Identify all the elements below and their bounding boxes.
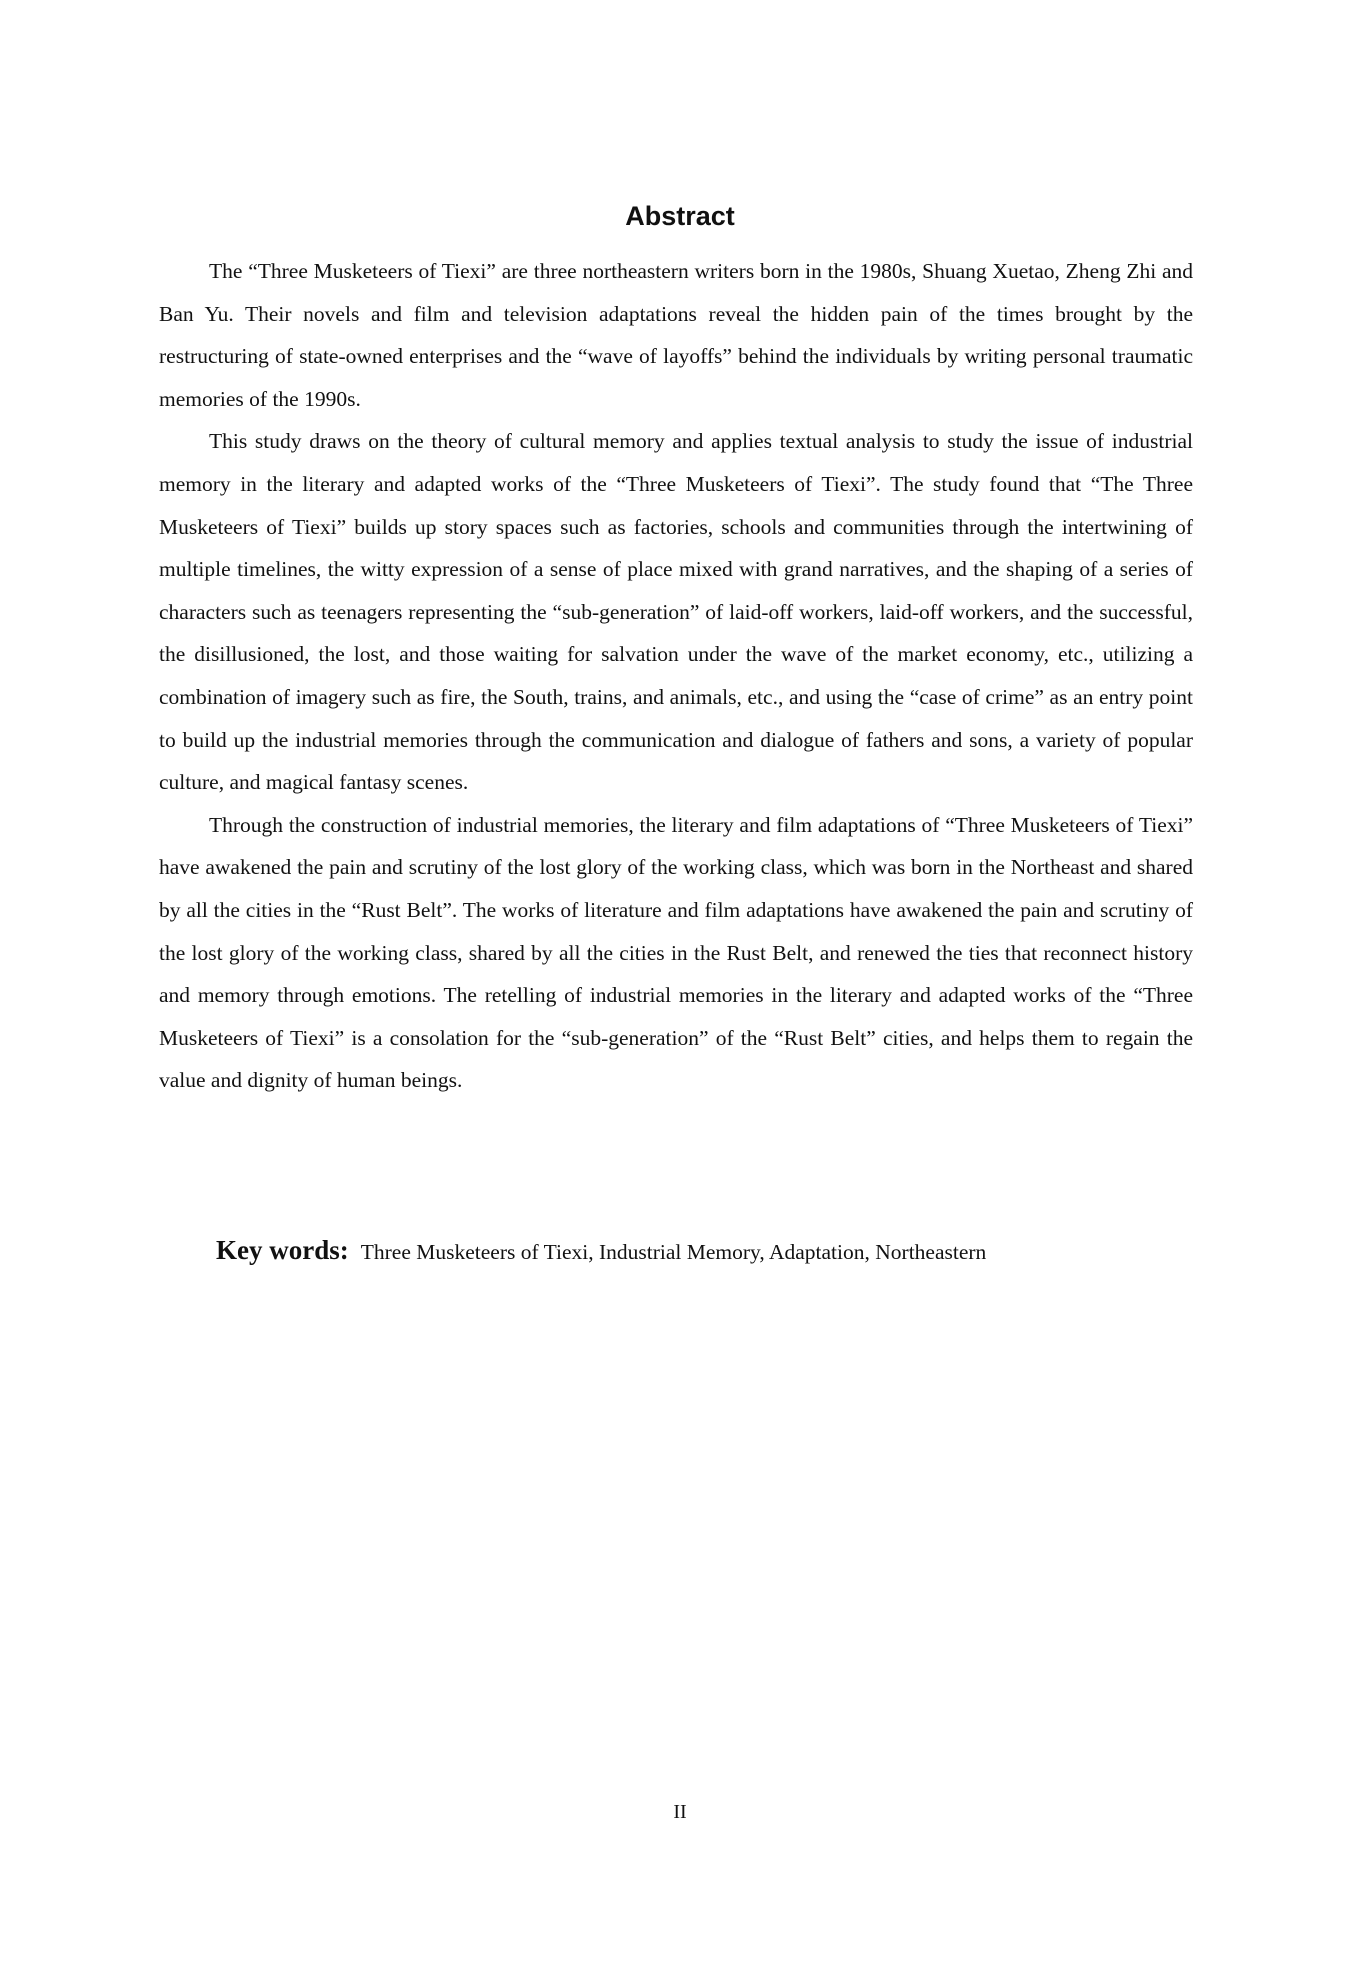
abstract-body bbox=[159, 250, 1193, 1102]
abstract-paragraph-2: This study draws on the theory of cultural memory and applies textual analysis to study the issue of industrial memory in the literary and adapted works of the “Three Musketeers of Tiexi”. The study found that “The Three Musketeers of Tiexi” builds up story spaces such as factories, schools and communities through the intertwining of multiple timelines, the witty expression of a sense of place mixed with grand narratives, and the shaping of a series of characters such as teenagers representing the “sub-generation” of laid-off workers, laid-off workers, and the successful, the disillusioned, the lost, and those waiting for salvation under the wave of the market economy, etc., utilizing a combination of imagery such as fire, the South, trains, and animals, etc., and using the “case of crime” as an entry point to build up the industrial memories through the communication and dialogue of fathers and sons, a variety of popular culture, and magical fantasy scenes. bbox=[159, 429, 1193, 795]
keywords-line bbox=[216, 1230, 1206, 1272]
abstract-paragraph-3: Through the construction of industrial memories, the literary and film adaptations of “Three Musketeers of Tiexi” have awakened the pain and scrutiny of the lost glory of the working class, which was born in the Northeast and shared by all the cities in the “Rust Belt”. The works of literature and film adaptations have awakened the pain and scrutiny of the lost glory of the working class, shared by all the cities in the Rust Belt, and renewed the ties that reconnect history and memory through emotions. The retelling of industrial memories in the literary and adapted works of the “Three Musketeers of Tiexi” is a consolation for the “sub-generation” of the “Rust Belt” cities, and helps them to regain the value and dignity of human beings. bbox=[159, 812, 1193, 1093]
keywords-list: Three Musketeers of Tiexi, Industrial Memory, Adaptation, Northeastern bbox=[360, 1240, 987, 1264]
keywords-label: Key words: bbox=[216, 1235, 349, 1265]
page-number: II bbox=[673, 1801, 687, 1823]
abstract-title: Abstract bbox=[625, 201, 735, 231]
abstract-paragraph-1: The “Three Musketeers of Tiexi” are three northeastern writers born in the 1980s, Shuang Xuetao, Zheng Zhi and Ban Yu. Their novels and film and television adaptations reveal the hidden pain of the times brought by the restructuring of state-owned enterprises and the “wave of layoffs” behind the individuals by writing personal traumatic memories of the 1990s. bbox=[159, 259, 1193, 411]
